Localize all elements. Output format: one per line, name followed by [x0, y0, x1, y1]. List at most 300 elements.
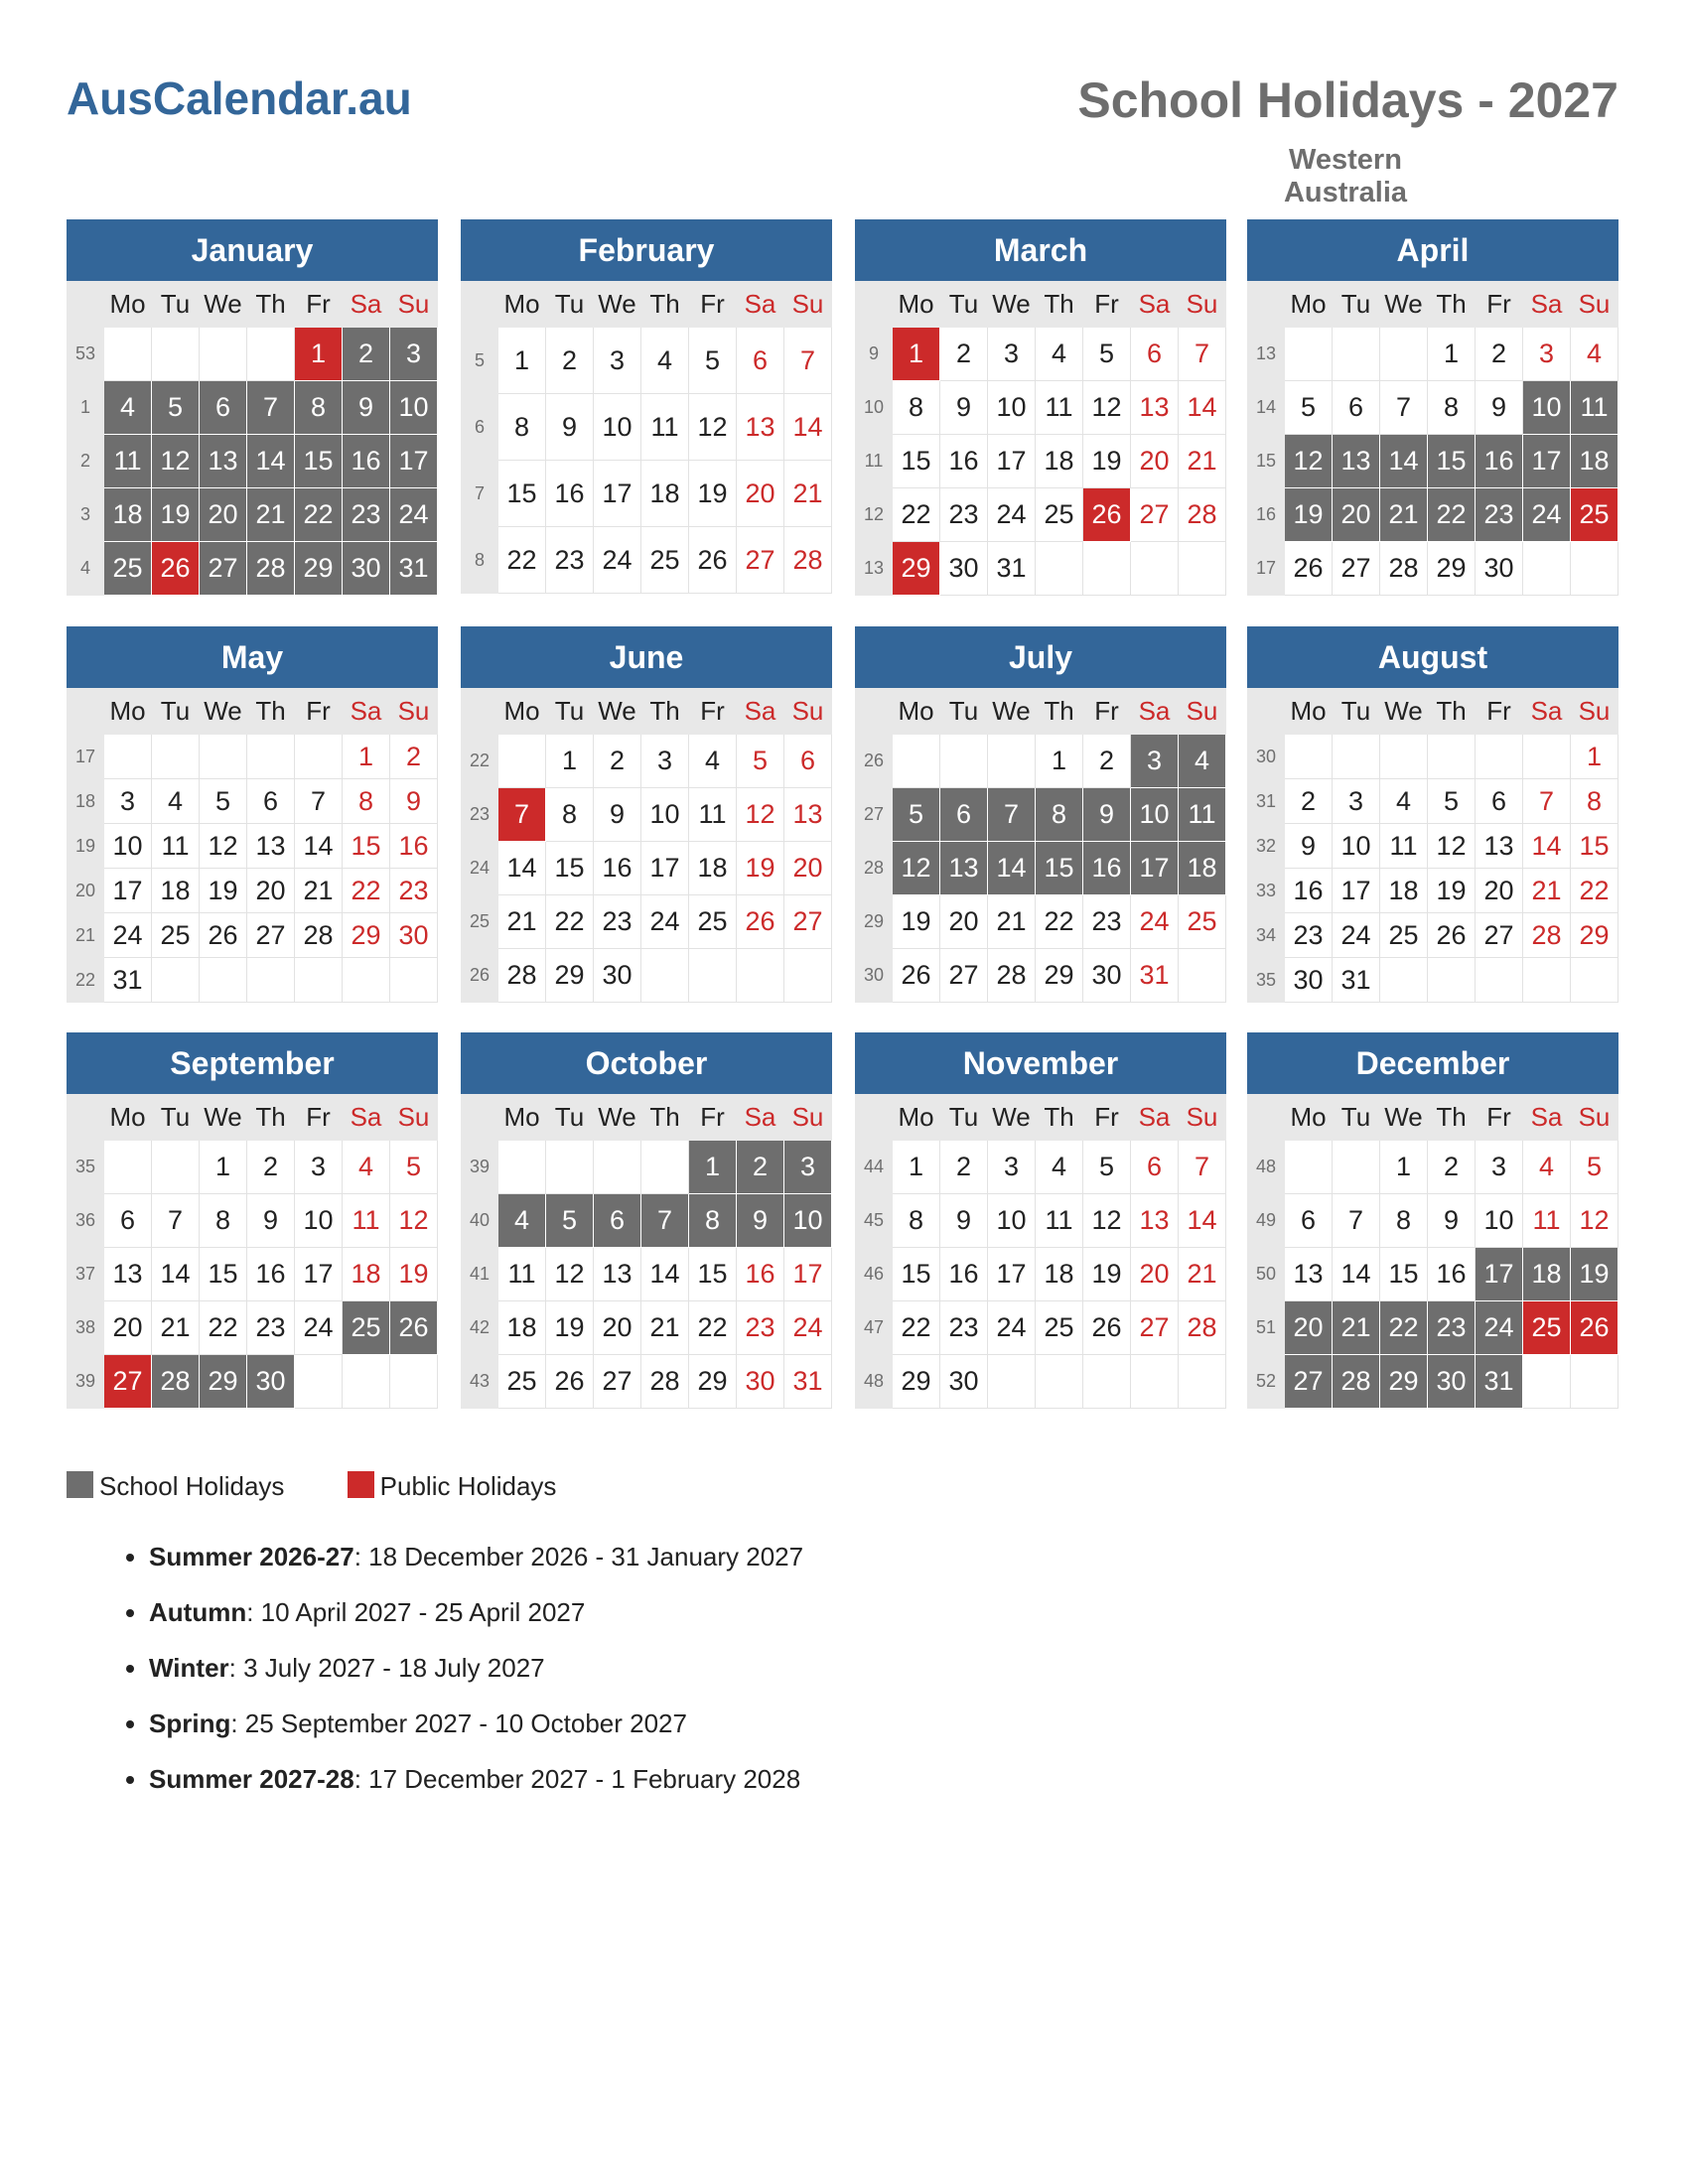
day-cell: 12 [1428, 824, 1476, 869]
day-cell: 13 [1476, 824, 1523, 869]
day-cell: 23 [594, 895, 641, 949]
legend-public-holidays [348, 1471, 557, 1502]
weekday-header: Sa [1523, 1095, 1571, 1141]
day-cell: 10 [1333, 824, 1380, 869]
weekday-header: Mo [104, 689, 152, 735]
month-table [855, 688, 1226, 1003]
week-number: 52 [1248, 1355, 1285, 1409]
weekday-header: We [988, 689, 1036, 735]
holiday-period-dates: : 18 December 2026 - 31 January 2027 [353, 1542, 804, 1571]
empty-day-cell [200, 328, 247, 381]
day-cell: 22 [1428, 488, 1476, 542]
weekday-header: We [594, 282, 641, 328]
day-cell: 13 [1285, 1248, 1333, 1301]
day-cell: 24 [641, 895, 689, 949]
day-cell: 20 [1131, 435, 1179, 488]
day-cell: 24 [988, 1301, 1036, 1355]
day-cell: 8 [343, 779, 390, 824]
week-number: 15 [1248, 435, 1285, 488]
weekday-header: Tu [546, 1095, 594, 1141]
day-cell: 11 [641, 394, 689, 461]
week-number-header [1248, 282, 1285, 328]
school-holiday-swatch [67, 1471, 93, 1498]
week-number: 10 [856, 381, 893, 435]
weekday-header: We [594, 1095, 641, 1141]
week-number: 29 [856, 895, 893, 949]
empty-day-cell [1083, 542, 1131, 596]
weekday-header: Mo [1285, 689, 1333, 735]
week-number: 30 [856, 949, 893, 1003]
week-number-header [462, 689, 498, 735]
day-cell: 16 [940, 435, 988, 488]
holiday-period-item [149, 1751, 803, 1807]
month-september [67, 1032, 438, 1409]
day-cell: 6 [247, 779, 295, 824]
day-cell: 26 [893, 949, 940, 1003]
day-cell: 7 [498, 788, 546, 842]
empty-day-cell [641, 1141, 689, 1194]
week-number: 17 [1248, 542, 1285, 596]
day-cell: 8 [546, 788, 594, 842]
empty-day-cell [1476, 735, 1523, 779]
day-cell: 19 [1285, 488, 1333, 542]
day-cell: 5 [152, 381, 200, 435]
day-cell: 21 [1333, 1301, 1380, 1355]
month-header: June [461, 626, 832, 688]
week-number: 47 [856, 1301, 893, 1355]
day-cell: 11 [152, 824, 200, 869]
day-cell: 20 [737, 461, 784, 527]
day-cell: 8 [1380, 1194, 1428, 1248]
day-cell: 3 [594, 328, 641, 394]
empty-day-cell [1523, 1355, 1571, 1409]
day-cell: 28 [988, 949, 1036, 1003]
legend-public-label: Public Holidays [379, 1471, 557, 1501]
weekday-header: Th [1036, 689, 1083, 735]
day-cell: 20 [104, 1301, 152, 1355]
day-cell: 22 [498, 527, 546, 594]
day-cell: 9 [1476, 381, 1523, 435]
weekday-header: Fr [1476, 282, 1523, 328]
day-cell: 31 [1476, 1355, 1523, 1409]
day-cell: 3 [988, 1141, 1036, 1194]
day-cell: 27 [1333, 542, 1380, 596]
day-cell: 5 [1083, 1141, 1131, 1194]
month-may [67, 626, 438, 1003]
day-cell: 13 [200, 435, 247, 488]
week-number-header [68, 282, 104, 328]
day-cell: 11 [104, 435, 152, 488]
empty-day-cell [1131, 542, 1179, 596]
day-cell: 19 [1083, 1248, 1131, 1301]
day-cell: 22 [893, 1301, 940, 1355]
month-table [1247, 1094, 1618, 1409]
day-cell: 9 [343, 381, 390, 435]
day-cell: 16 [343, 435, 390, 488]
weekday-header: Sa [1523, 689, 1571, 735]
day-cell: 8 [893, 1194, 940, 1248]
month-table [67, 688, 438, 1003]
day-cell: 27 [247, 913, 295, 958]
holiday-period-item [149, 1640, 803, 1696]
day-cell: 14 [1179, 381, 1226, 435]
day-cell: 17 [1523, 435, 1571, 488]
day-cell: 27 [200, 542, 247, 596]
day-cell: 18 [1571, 435, 1618, 488]
day-cell: 20 [1476, 869, 1523, 913]
empty-day-cell [737, 949, 784, 1003]
weekday-header: Fr [295, 282, 343, 328]
day-cell: 18 [689, 842, 737, 895]
day-cell: 11 [1571, 381, 1618, 435]
day-cell: 9 [1285, 824, 1333, 869]
day-cell: 17 [390, 435, 438, 488]
day-cell: 28 [1380, 542, 1428, 596]
day-cell: 19 [689, 461, 737, 527]
day-cell: 13 [247, 824, 295, 869]
empty-day-cell [152, 328, 200, 381]
day-cell: 4 [1571, 328, 1618, 381]
day-cell: 18 [152, 869, 200, 913]
day-cell: 2 [1285, 779, 1333, 824]
empty-day-cell [1179, 1355, 1226, 1409]
day-cell: 7 [784, 328, 832, 394]
empty-day-cell [1333, 1141, 1380, 1194]
empty-day-cell [1083, 1355, 1131, 1409]
day-cell: 29 [893, 1355, 940, 1409]
day-cell: 20 [1131, 1248, 1179, 1301]
week-number: 8 [462, 527, 498, 594]
day-cell: 1 [893, 1141, 940, 1194]
week-number: 30 [1248, 735, 1285, 779]
weekday-header: Th [247, 689, 295, 735]
empty-day-cell [1523, 735, 1571, 779]
month-march [855, 219, 1226, 596]
day-cell: 5 [390, 1141, 438, 1194]
day-cell: 5 [737, 735, 784, 788]
day-cell: 30 [1428, 1355, 1476, 1409]
day-cell: 7 [1523, 779, 1571, 824]
holiday-period-dates: : 3 July 2027 - 18 July 2027 [228, 1653, 545, 1683]
empty-day-cell [1523, 958, 1571, 1003]
week-number: 19 [68, 824, 104, 869]
weekday-header: We [200, 689, 247, 735]
day-cell: 1 [498, 328, 546, 394]
day-cell: 24 [295, 1301, 343, 1355]
week-number-header [462, 282, 498, 328]
week-number: 22 [68, 958, 104, 1003]
month-table [855, 281, 1226, 596]
day-cell: 16 [1285, 869, 1333, 913]
month-header: September [67, 1032, 438, 1094]
day-cell: 26 [390, 1301, 438, 1355]
day-cell: 9 [390, 779, 438, 824]
day-cell: 1 [689, 1141, 737, 1194]
day-cell: 19 [390, 1248, 438, 1301]
day-cell: 1 [1571, 735, 1618, 779]
week-number: 34 [1248, 913, 1285, 958]
day-cell: 4 [1036, 328, 1083, 381]
day-cell: 23 [1428, 1301, 1476, 1355]
empty-day-cell [152, 1141, 200, 1194]
day-cell: 29 [343, 913, 390, 958]
day-cell: 12 [200, 824, 247, 869]
day-cell: 22 [1380, 1301, 1428, 1355]
day-cell: 3 [104, 779, 152, 824]
day-cell: 26 [1285, 542, 1333, 596]
day-cell: 9 [1083, 788, 1131, 842]
day-cell: 11 [498, 1248, 546, 1301]
holiday-period-dates: : 10 April 2027 - 25 April 2027 [246, 1597, 586, 1627]
day-cell: 4 [104, 381, 152, 435]
week-number: 53 [68, 328, 104, 381]
weekday-header: Th [1428, 282, 1476, 328]
day-cell: 2 [546, 328, 594, 394]
day-cell: 8 [689, 1194, 737, 1248]
day-cell: 8 [498, 394, 546, 461]
day-cell: 13 [1131, 381, 1179, 435]
day-cell: 3 [1476, 1141, 1523, 1194]
day-cell: 21 [641, 1301, 689, 1355]
day-cell: 21 [247, 488, 295, 542]
empty-day-cell [200, 735, 247, 779]
day-cell: 19 [737, 842, 784, 895]
day-cell: 24 [784, 1301, 832, 1355]
week-number: 27 [856, 788, 893, 842]
week-number-header [68, 1095, 104, 1141]
day-cell: 29 [1428, 542, 1476, 596]
month-header: October [461, 1032, 832, 1094]
day-cell: 24 [1333, 913, 1380, 958]
day-cell: 23 [1285, 913, 1333, 958]
month-december [1247, 1032, 1618, 1409]
holiday-period-dates: : 25 September 2027 - 10 October 2027 [230, 1708, 687, 1738]
weekday-header: We [1380, 1095, 1428, 1141]
day-cell: 15 [1036, 842, 1083, 895]
holiday-period-name: Summer 2027-28 [149, 1764, 354, 1794]
weekday-header: Fr [1476, 1095, 1523, 1141]
day-cell: 9 [594, 788, 641, 842]
day-cell: 17 [1131, 842, 1179, 895]
day-cell: 4 [1036, 1141, 1083, 1194]
day-cell: 27 [737, 527, 784, 594]
day-cell: 9 [940, 1194, 988, 1248]
day-cell: 4 [1523, 1141, 1571, 1194]
weekday-header: Mo [893, 689, 940, 735]
day-cell: 30 [737, 1355, 784, 1409]
day-cell: 1 [295, 328, 343, 381]
weekday-header: Tu [546, 689, 594, 735]
empty-day-cell [940, 735, 988, 788]
day-cell: 6 [940, 788, 988, 842]
day-cell: 25 [641, 527, 689, 594]
day-cell: 6 [737, 328, 784, 394]
weekday-header: Su [1571, 1095, 1618, 1141]
day-cell: 22 [1571, 869, 1618, 913]
day-cell: 13 [784, 788, 832, 842]
day-cell: 14 [784, 394, 832, 461]
week-number: 49 [1248, 1194, 1285, 1248]
day-cell: 7 [988, 788, 1036, 842]
day-cell: 12 [1083, 1194, 1131, 1248]
empty-day-cell [1285, 1141, 1333, 1194]
week-number: 26 [856, 735, 893, 788]
day-cell: 4 [641, 328, 689, 394]
day-cell: 17 [295, 1248, 343, 1301]
week-number-header [856, 282, 893, 328]
day-cell: 25 [689, 895, 737, 949]
day-cell: 19 [893, 895, 940, 949]
weekday-header: Mo [498, 1095, 546, 1141]
site-logo-link[interactable]: AusCalendar.au [67, 72, 412, 124]
month-header: December [1247, 1032, 1618, 1094]
empty-day-cell [641, 949, 689, 1003]
weekday-header: Sa [1523, 282, 1571, 328]
week-number-header [856, 1095, 893, 1141]
day-cell: 7 [295, 779, 343, 824]
day-cell: 29 [546, 949, 594, 1003]
day-cell: 16 [1476, 435, 1523, 488]
day-cell: 24 [594, 527, 641, 594]
day-cell: 12 [546, 1248, 594, 1301]
day-cell: 28 [498, 949, 546, 1003]
empty-day-cell [594, 1141, 641, 1194]
day-cell: 12 [1285, 435, 1333, 488]
week-number: 35 [1248, 958, 1285, 1003]
month-january [67, 219, 438, 596]
month-july [855, 626, 1226, 1003]
day-cell: 23 [1083, 895, 1131, 949]
day-cell: 5 [1285, 381, 1333, 435]
day-cell: 1 [1428, 328, 1476, 381]
day-cell: 22 [893, 488, 940, 542]
day-cell: 29 [689, 1355, 737, 1409]
day-cell: 21 [1523, 869, 1571, 913]
week-number: 21 [68, 913, 104, 958]
week-number-header [856, 689, 893, 735]
day-cell: 27 [104, 1355, 152, 1409]
day-cell: 29 [295, 542, 343, 596]
weekday-header: Th [641, 689, 689, 735]
weekday-header: Th [1428, 1095, 1476, 1141]
weekday-header: Tu [940, 689, 988, 735]
week-number: 5 [462, 328, 498, 394]
weekday-header: Su [784, 689, 832, 735]
day-cell: 21 [1179, 435, 1226, 488]
week-number: 3 [68, 488, 104, 542]
day-cell: 23 [940, 1301, 988, 1355]
empty-day-cell [1131, 1355, 1179, 1409]
weekday-header: Th [1036, 1095, 1083, 1141]
weekday-header: Th [641, 282, 689, 328]
day-cell: 17 [1333, 869, 1380, 913]
month-table [461, 281, 832, 594]
day-cell: 22 [343, 869, 390, 913]
weekday-header: Sa [1131, 1095, 1179, 1141]
weekday-header: Su [390, 689, 438, 735]
week-number: 17 [68, 735, 104, 779]
holiday-period-item [149, 1584, 803, 1640]
month-february [461, 219, 832, 594]
day-cell: 14 [988, 842, 1036, 895]
week-number-header [462, 1095, 498, 1141]
day-cell: 1 [343, 735, 390, 779]
day-cell: 24 [1476, 1301, 1523, 1355]
day-cell: 28 [152, 1355, 200, 1409]
day-cell: 4 [1179, 735, 1226, 788]
weekday-header: Sa [1131, 282, 1179, 328]
day-cell: 15 [295, 435, 343, 488]
day-cell: 22 [689, 1301, 737, 1355]
day-cell: 9 [737, 1194, 784, 1248]
week-number: 31 [1248, 779, 1285, 824]
day-cell: 13 [1131, 1194, 1179, 1248]
day-cell: 1 [200, 1141, 247, 1194]
day-cell: 23 [343, 488, 390, 542]
week-number: 4 [68, 542, 104, 596]
day-cell: 15 [1571, 824, 1618, 869]
weekday-header: Su [390, 1095, 438, 1141]
week-number: 25 [462, 895, 498, 949]
day-cell: 23 [390, 869, 438, 913]
weekday-header: Th [1036, 282, 1083, 328]
day-cell: 29 [893, 542, 940, 596]
day-cell: 1 [1036, 735, 1083, 788]
week-number: 35 [68, 1141, 104, 1194]
weekday-header: Fr [1083, 282, 1131, 328]
day-cell: 13 [737, 394, 784, 461]
day-cell: 28 [1179, 488, 1226, 542]
day-cell: 16 [594, 842, 641, 895]
day-cell: 10 [390, 381, 438, 435]
day-cell: 25 [152, 913, 200, 958]
day-cell: 5 [1571, 1141, 1618, 1194]
day-cell: 21 [152, 1301, 200, 1355]
day-cell: 10 [295, 1194, 343, 1248]
week-number: 1 [68, 381, 104, 435]
day-cell: 30 [940, 1355, 988, 1409]
week-number: 18 [68, 779, 104, 824]
day-cell: 13 [940, 842, 988, 895]
empty-day-cell [988, 1355, 1036, 1409]
empty-day-cell [247, 735, 295, 779]
week-number: 14 [1248, 381, 1285, 435]
week-number: 48 [1248, 1141, 1285, 1194]
day-cell: 11 [1179, 788, 1226, 842]
day-cell: 20 [247, 869, 295, 913]
day-cell: 18 [1523, 1248, 1571, 1301]
weekday-header: Fr [1083, 689, 1131, 735]
day-cell: 11 [689, 788, 737, 842]
weekday-header: Su [784, 1095, 832, 1141]
day-cell: 5 [546, 1194, 594, 1248]
empty-day-cell [343, 958, 390, 1003]
day-cell: 20 [1333, 488, 1380, 542]
day-cell: 25 [1036, 488, 1083, 542]
weekday-header: Sa [343, 282, 390, 328]
weekday-header: Fr [295, 689, 343, 735]
day-cell: 18 [641, 461, 689, 527]
day-cell: 16 [247, 1248, 295, 1301]
week-number: 20 [68, 869, 104, 913]
month-table [1247, 281, 1618, 596]
month-october [461, 1032, 832, 1409]
day-cell: 31 [1333, 958, 1380, 1003]
month-august [1247, 626, 1618, 1003]
empty-day-cell [546, 1141, 594, 1194]
day-cell: 20 [594, 1301, 641, 1355]
weekday-header: Mo [104, 1095, 152, 1141]
